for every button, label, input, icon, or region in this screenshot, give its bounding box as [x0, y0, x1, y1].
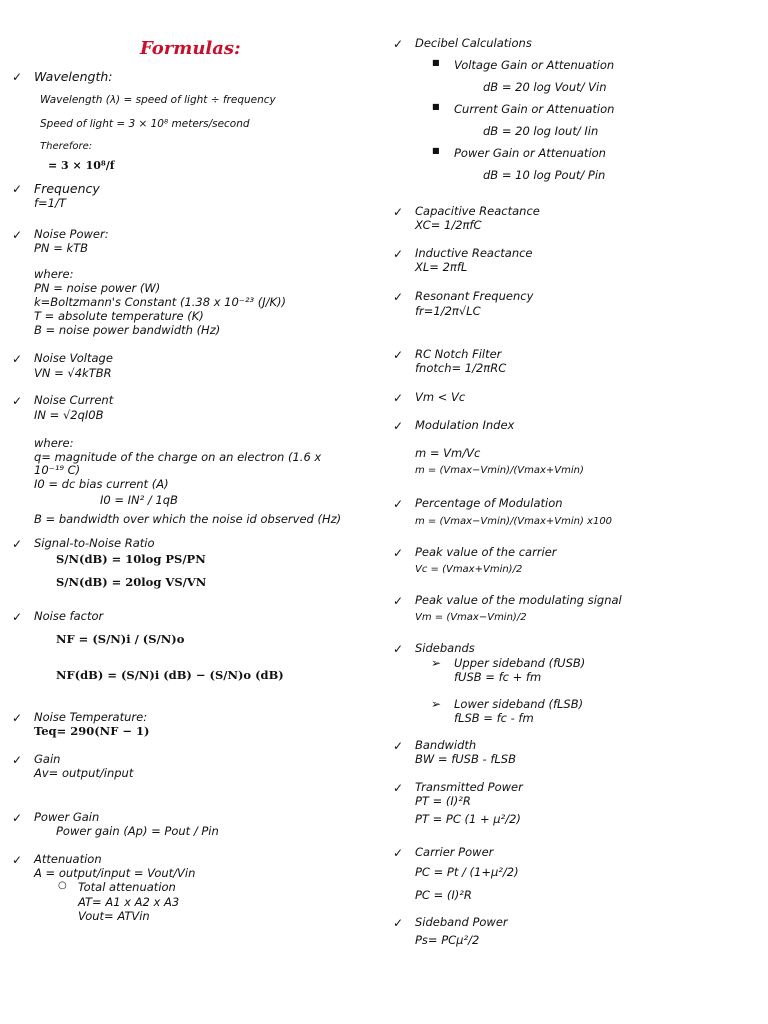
check-icon: ✓ — [393, 205, 404, 219]
check-icon: ✓ — [393, 37, 404, 51]
noise-current-where-2: I0 = dc bias current (A) — [34, 477, 169, 491]
resonant-frequency-heading: Resonant Frequency — [415, 289, 534, 303]
check-icon: ✓ — [393, 290, 404, 304]
inductive-reactance-formula: XL= 2πfL — [415, 260, 468, 274]
noise-power-where-4: B = noise power bandwidth (Hz) — [34, 323, 221, 337]
sideband-power-formula: Ps= PCμ²/2 — [415, 933, 480, 947]
noise-voltage-heading: Noise Voltage — [34, 351, 113, 365]
percentage-modulation-formula: m = (Vmax−Vmin)/(Vmax+Vmin) x100 — [415, 516, 613, 527]
page-title: Formulas: — [140, 38, 241, 59]
capacitive-reactance-heading: Capacitive Reactance — [415, 204, 540, 218]
power-gain-heading: Power Gain — [34, 810, 100, 824]
check-icon: ✓ — [393, 781, 404, 795]
bandwidth-formula: BW = fUSB - fLSB — [415, 752, 516, 766]
total-attenuation-formula-1: AT= A1 x A2 x A3 — [78, 895, 180, 909]
check-icon: ✓ — [12, 394, 23, 408]
current-gain-heading: Current Gain or Attenuation — [454, 102, 615, 116]
voltage-gain-formula: dB = 20 log Vout/ Vin — [483, 80, 607, 94]
lower-sideband-heading: Lower sideband (fLSB) — [454, 697, 584, 711]
speed-of-light: Speed of light = 3 × 10⁸ meters/second — [40, 118, 250, 130]
where-label: where: — [34, 436, 74, 450]
noise-voltage-formula: VN = √4kTBR — [34, 366, 112, 380]
transmitted-power-formula-1: PT = (I)²R — [415, 794, 471, 808]
noise-temperature-heading: Noise Temperature: — [34, 710, 148, 724]
modulation-index-formula-2: m = (Vmax−Vmin)/(Vmax+Vmin) — [415, 465, 584, 476]
vm-vc-relation: Vm < Vc — [415, 390, 466, 404]
check-icon: ✓ — [12, 610, 23, 624]
therefore-label: Therefore: — [40, 141, 93, 152]
power-gain-att-heading: Power Gain or Attenuation — [454, 146, 606, 160]
gain-heading: Gain — [34, 752, 61, 766]
noise-current-where-3: I0 = IN² / 1qB — [100, 493, 178, 507]
resonant-frequency-formula: fr=1/2π√LC — [415, 304, 481, 318]
check-icon: ✓ — [393, 594, 404, 608]
noise-power-heading: Noise Power: — [34, 227, 109, 241]
noise-factor-heading: Noise factor — [34, 609, 104, 623]
check-icon: ✓ — [12, 70, 23, 84]
check-icon: ✓ — [393, 642, 404, 656]
check-icon: ✓ — [12, 811, 23, 825]
attenuation-heading: Attenuation — [34, 852, 102, 866]
noise-factor-formula-2: NF(dB) = (S/N)i (dB) − (S/N)o (dB) — [56, 668, 284, 682]
snr-heading: Signal-to-Noise Ratio — [34, 536, 155, 550]
capacitive-reactance-formula: XC= 1/2πfC — [415, 218, 482, 232]
square-bullet-icon: ■ — [432, 58, 440, 67]
carrier-power-formula-1: PC = Pt / (1+μ²/2) — [415, 865, 519, 879]
noise-current-where-4: B = bandwidth over which the noise id observed (Hz) — [34, 512, 342, 526]
carrier-power-heading: Carrier Power — [415, 845, 494, 859]
power-gain-att-formula: dB = 10 log Pout/ Pin — [483, 168, 606, 182]
snr-formula-2: S/N(dB) = 20log VS/VN — [56, 575, 207, 589]
wavelength-formula: = 3 × 10⁸/f — [48, 159, 115, 172]
gain-formula: Av= output/input — [34, 766, 134, 780]
noise-power-formula: PN = kTB — [34, 241, 89, 255]
check-icon: ✓ — [12, 711, 23, 725]
inductive-reactance-heading: Inductive Reactance — [415, 246, 533, 260]
check-icon: ✓ — [393, 247, 404, 261]
check-icon: ✓ — [393, 916, 404, 930]
circle-bullet-icon: ○ — [58, 880, 67, 891]
voltage-gain-heading: Voltage Gain or Attenuation — [454, 58, 615, 72]
current-gain-formula: dB = 20 log Iout/ Iin — [483, 124, 599, 138]
peak-modulating-heading: Peak value of the modulating signal — [415, 593, 622, 607]
arrow-bullet-icon: ➢ — [431, 697, 442, 711]
noise-current-heading: Noise Current — [34, 393, 114, 407]
arrow-bullet-icon: ➢ — [431, 656, 442, 670]
square-bullet-icon: ■ — [432, 146, 440, 155]
upper-sideband-heading: Upper sideband (fUSB) — [454, 656, 586, 670]
peak-carrier-formula: Vc = (Vmax+Vmin)/2 — [415, 564, 523, 575]
check-icon: ✓ — [12, 537, 23, 551]
sideband-power-heading: Sideband Power — [415, 915, 508, 929]
check-icon: ✓ — [393, 391, 404, 405]
total-attenuation-formula-2: Vout= ATVin — [78, 909, 150, 923]
wavelength-heading: Wavelength: — [34, 69, 113, 84]
check-icon: ✓ — [12, 853, 23, 867]
attenuation-formula: A = output/input = Vout/Vin — [34, 866, 196, 880]
noise-power-where-2: k=Boltzmann's Constant (1.38 x 10⁻²³ (J/K)) — [34, 295, 287, 309]
snr-formula-1: S/N(dB) = 10log PS/PN — [56, 552, 206, 566]
check-icon: ✓ — [12, 182, 23, 196]
frequency-heading: Frequency — [34, 181, 100, 196]
noise-current-where-1: q= magnitude of the charge on an electron (1.6 x — [34, 450, 322, 464]
noise-power-where-1: PN = noise power (W) — [34, 281, 161, 295]
noise-factor-formula-1: NF = (S/N)i / (S/N)o — [56, 632, 185, 646]
check-icon: ✓ — [12, 352, 23, 366]
transmitted-power-formula-2: PT = PC (1 + μ²/2) — [415, 812, 521, 826]
check-icon: ✓ — [12, 753, 23, 767]
wavelength-definition: Wavelength (λ) = speed of light ÷ frequency — [40, 94, 276, 106]
modulation-index-heading: Modulation Index — [415, 418, 515, 432]
rc-notch-formula: fnotch= 1/2πRC — [415, 361, 507, 375]
bandwidth-heading: Bandwidth — [415, 738, 477, 752]
modulation-index-formula-1: m = Vm/Vc — [415, 446, 481, 460]
check-icon: ✓ — [393, 739, 404, 753]
frequency-formula: f=1/T — [34, 196, 66, 210]
square-bullet-icon: ■ — [432, 102, 440, 111]
noise-temperature-formula: Teq= 290(NF − 1) — [34, 724, 150, 738]
where-label: where: — [34, 267, 74, 281]
check-icon: ✓ — [393, 546, 404, 560]
noise-current-formula: IN = √2qI0B — [34, 408, 104, 422]
rc-notch-heading: RC Notch Filter — [415, 347, 502, 361]
check-icon: ✓ — [393, 846, 404, 860]
lower-sideband-formula: fLSB = fc - fm — [454, 711, 534, 725]
peak-carrier-heading: Peak value of the carrier — [415, 545, 557, 559]
power-gain-formula: Power gain (Ap) = Pout / Pin — [56, 824, 219, 838]
check-icon: ✓ — [393, 419, 404, 433]
transmitted-power-heading: Transmitted Power — [415, 780, 523, 794]
upper-sideband-formula: fUSB = fc + fm — [454, 670, 542, 684]
noise-current-where-1b: 10⁻¹⁹ C) — [34, 463, 81, 477]
sidebands-heading: Sidebands — [415, 641, 475, 655]
decibel-heading: Decibel Calculations — [415, 36, 532, 50]
carrier-power-formula-2: PC = (I)²R — [415, 888, 472, 902]
noise-power-where-3: T = absolute temperature (K) — [34, 309, 204, 323]
percentage-modulation-heading: Percentage of Modulation — [415, 496, 563, 510]
peak-modulating-formula: Vm = (Vmax−Vmin)/2 — [415, 612, 527, 623]
check-icon: ✓ — [12, 228, 23, 242]
total-attenuation-label: Total attenuation — [78, 880, 176, 894]
check-icon: ✓ — [393, 348, 404, 362]
check-icon: ✓ — [393, 497, 404, 511]
